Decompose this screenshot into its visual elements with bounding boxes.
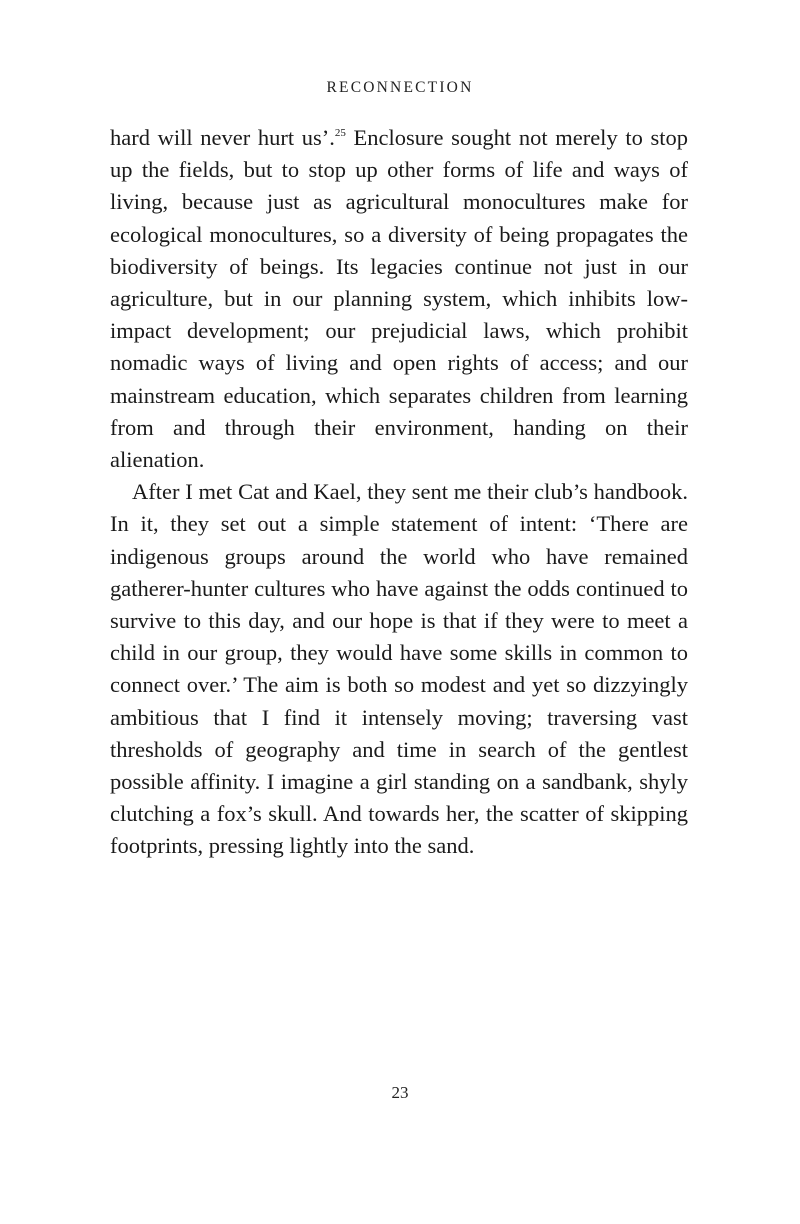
paragraph-text: Enclosure sought not merely to stop up the fields, but to stop up other forms of life and ways of living, because just as agricultural monocultures make for ecological monocultures, so a diversity of being propagates the biodiversity of beings. Its legacies continue not just in our agriculture, but in our planning system, which inhibits low-impact development; our prejudicial laws, which prohibit nomadic ways of living and open rights of access; and our mainstream education, which separates children from learning from and through their environment, handing on their alienation. (110, 125, 688, 473)
paragraph-text: hard will never hurt us’. (110, 125, 335, 150)
body-text (110, 122, 688, 863)
paragraph (110, 122, 688, 476)
footnote-reference[interactable]: 25 (334, 127, 346, 139)
page-number: 23 (391, 1083, 409, 1102)
running-head: RECONNECTION (326, 79, 474, 96)
paragraph: After I met Cat and Kael, they sent me their club’s handbook. In it, they set out a simple statement of intent: ‘There are indigenous groups around the world who have remained gatherer-hunter cultures who have against the odds continued to survive to this day, and our hope is that if they were to meet a child in our group, they would have some skills in common to connect over.’ The aim is both so modest and yet so dizzyingly ambitious that I find it intensely moving; traversing vast thresholds of geography and time in search of the gentlest possible affinity. I imagine a girl standing on a sandbank, shyly clutching a fox’s skull. And towards her, the scatter of skipping footprints, pressing lightly into the sand. (110, 479, 688, 859)
